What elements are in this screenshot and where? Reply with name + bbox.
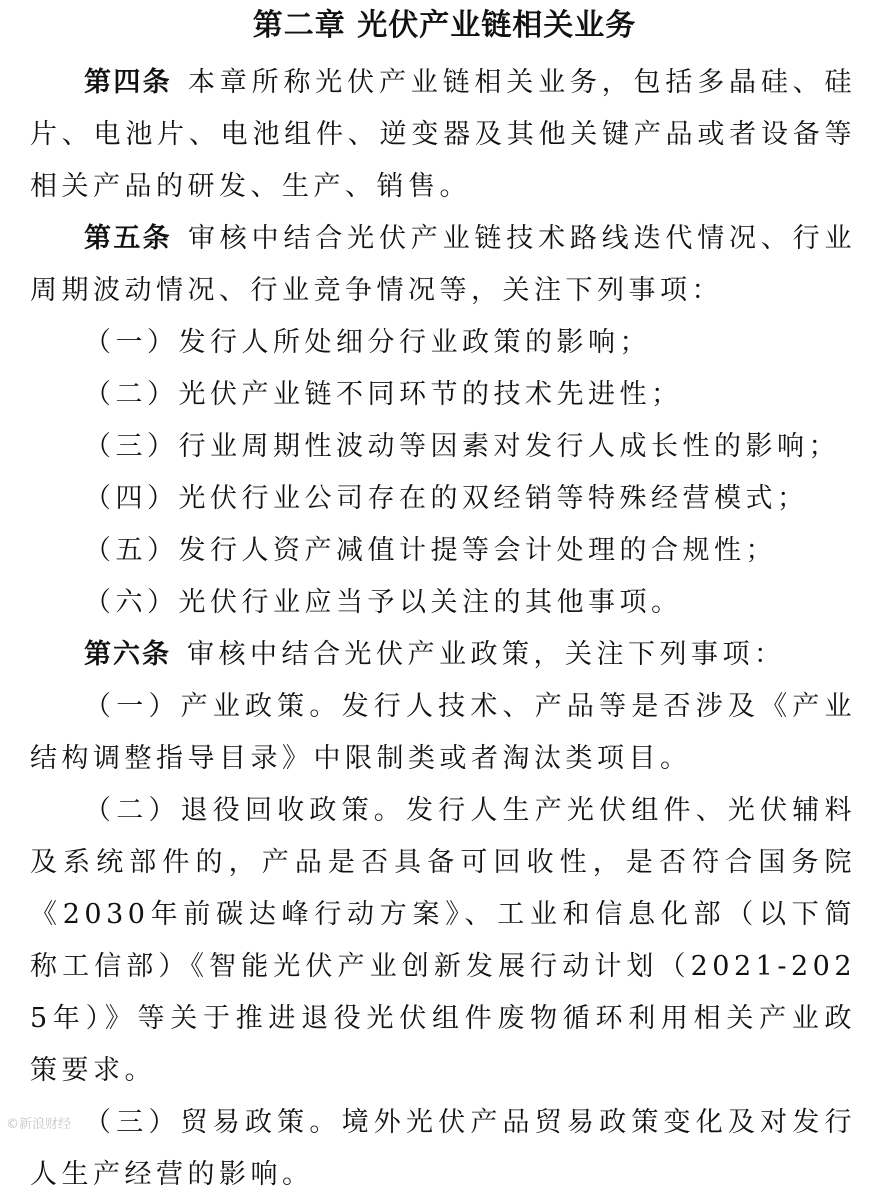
article-6-item-2: （二）退役回收政策。发行人生产光伏组件、光伏辅料及系统部件的，产品是否具备可回收性，是否符合国务院《2030年前碳达峰行动方案》、工业和信息化部（以下简称工信部）《智能光伏产业创新发展行动计划（2021-2025年）》等关于推进退役光伏组件废物循环利用相关产业政策要求。 — [30, 795, 856, 1086]
article-5-item-3: （三）行业周期性波动等因素对发行人成长性的影响； — [84, 431, 840, 462]
article-5-item-1: （一）发行人所处细分行业政策的影响； — [84, 327, 651, 358]
document-body — [30, 57, 856, 1201]
article-5-number: 第五条 — [84, 223, 172, 254]
article-6-item-1: （一）产业政策。发行人技术、产品等是否涉及《产业结构调整指导目录》中限制类或者淘汰类项目。 — [30, 691, 856, 774]
article-6-paragraph — [30, 629, 856, 681]
article-5-text: 审核中结合光伏产业链技术路线迭代情况、行业周期波动情况、行业竞争情况等，关注下列事项： — [30, 223, 857, 306]
article-5-item-4: （四）光伏行业公司存在的双经销等特殊经营模式； — [84, 483, 809, 514]
article-5-paragraph — [30, 213, 856, 317]
article-5-item-5: （五）发行人资产减值计提等会计处理的合规性； — [84, 535, 777, 566]
article-4-number: 第四条 — [84, 67, 172, 98]
article-6-number: 第六条 — [84, 639, 171, 670]
article-6-item-3: （三）贸易政策。境外光伏产品贸易政策变化及对发行人生产经营的影响。 — [30, 1107, 856, 1190]
watermark-text: ©新浪财经 — [6, 1117, 72, 1132]
article-4-paragraph — [30, 57, 856, 213]
chapter-title: 第二章 光伏产业链相关业务 — [252, 8, 637, 43]
article-6-text: 审核中结合光伏产业政策，关注下列事项： — [187, 639, 786, 670]
article-5-item-2: （二）光伏产业链不同环节的技术先进性； — [84, 379, 683, 410]
article-4-text: 本章所称光伏产业链相关业务，包括多晶硅、硅片、电池片、电池组件、逆变器及其他关键产品或者设备等相关产品的研发、生产、销售。 — [30, 67, 857, 202]
article-5-item-6: （六）光伏行业应当予以关注的其他事项。 — [84, 587, 683, 618]
